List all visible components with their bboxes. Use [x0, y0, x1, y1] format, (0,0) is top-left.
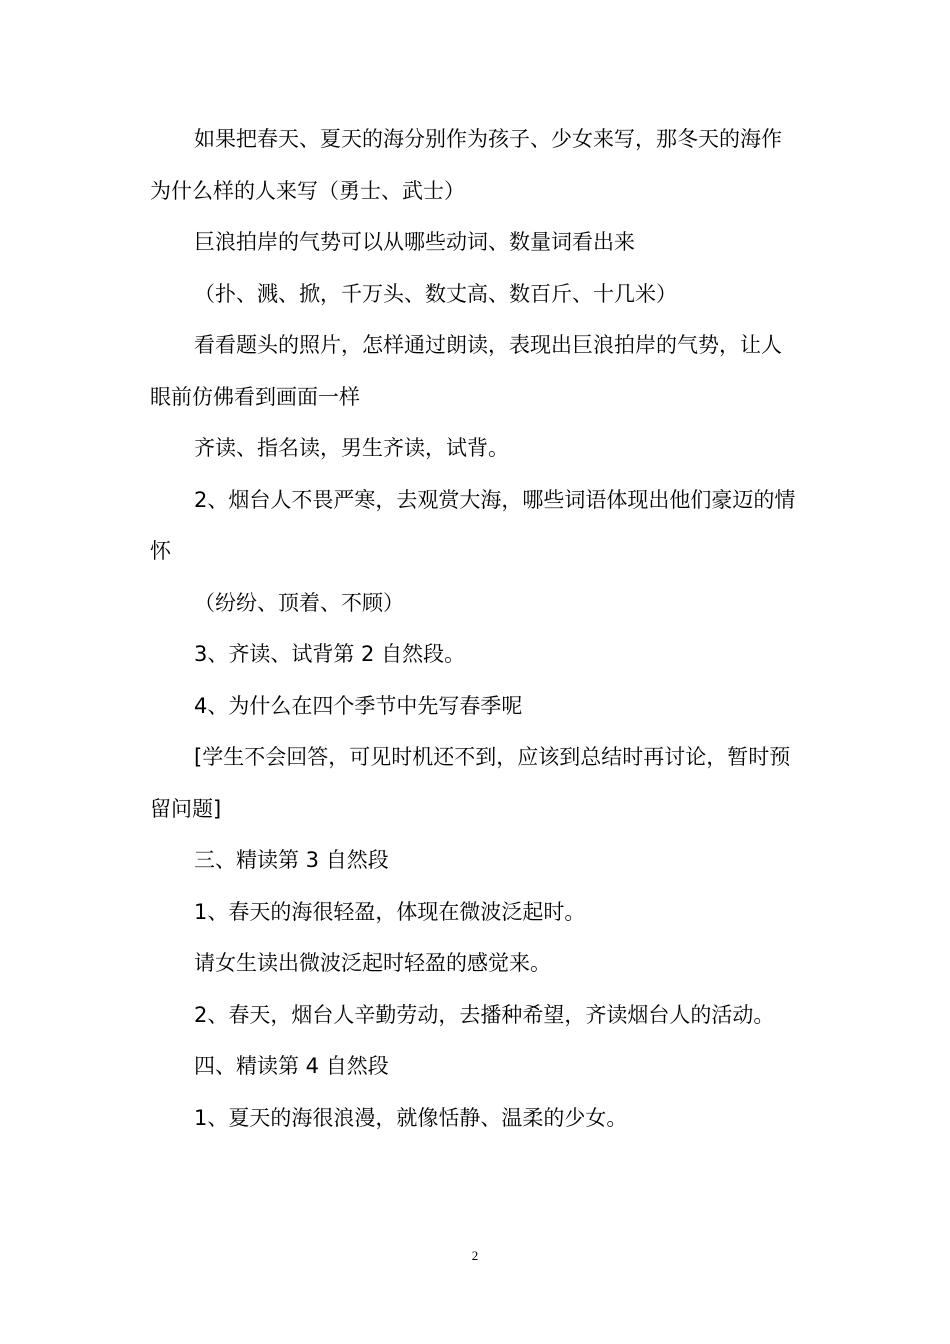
- paragraph: 2、烟台人不畏严寒，去观赏大海，哪些词语体现出他们豪迈的情怀: [150, 487, 796, 563]
- document-body: [150, 114, 800, 1144]
- paragraph: 齐读、指名读，男生齐读，试背。: [194, 436, 509, 460]
- paragraph: （扑、溅、掀，千万头、数丈高、数百斤、十几米）: [194, 281, 677, 306]
- paragraph: 看看题头的照片，怎样通过朗读，表现出巨浪拍岸的气势，让人眼前仿佛看到画面一样: [150, 333, 782, 409]
- paragraph: 1、夏天的海很浪漫，就像恬静、温柔的少女。: [194, 1105, 628, 1130]
- paragraph: 如果把春天、夏天的海分别作为孩子、少女来写，那冬天的海作为什么样的人来写（勇士、武士）: [150, 127, 782, 203]
- paragraph: [学生不会回答，可见时机还不到，应该到总结时再讨论，暂时预留问题]: [150, 745, 791, 821]
- paragraph: 请女生读出微波泛起时轻盈的感觉来。: [194, 951, 551, 975]
- paragraph: 三、精读第 3 自然段: [194, 848, 389, 872]
- paragraph: 2、春天，烟台人辛勤劳动，去播种希望，齐读烟台人的活动。: [194, 1002, 775, 1027]
- page-number: 2: [471, 1248, 479, 1263]
- paragraph: 4、为什么在四个季节中先写春季呢: [194, 693, 523, 718]
- paragraph: 3、齐读、试背第 2 自然段。: [194, 642, 466, 666]
- paragraph: 巨浪拍岸的气势可以从哪些动词、数量词看出来: [194, 230, 635, 254]
- paragraph: 四、精读第 4 自然段: [194, 1054, 389, 1078]
- paragraph: 1、春天的海很轻盈，体现在微波泛起时。: [194, 899, 586, 924]
- paragraph: （纷纷、顶着、不顾）: [194, 590, 404, 615]
